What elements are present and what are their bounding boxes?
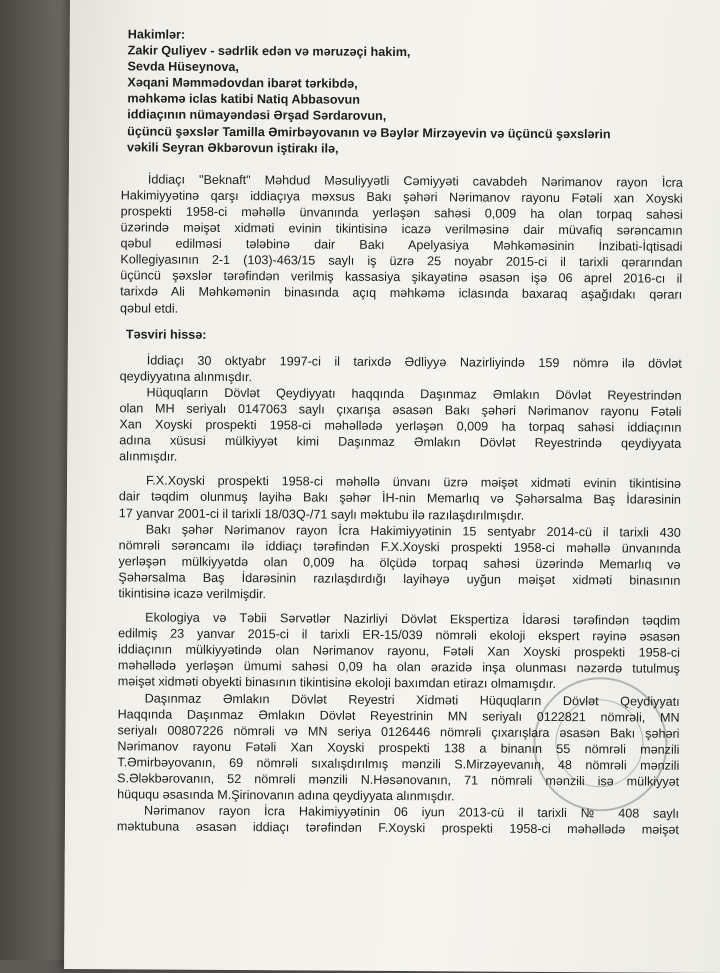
paragraph-line: dair təqdim olunmuş layihə Bakı şəhər İH-nin Memarlıq və Şəhərsalma Baş İdarəsinin (118, 489, 681, 508)
paragraph-line: alınmışdır. (119, 449, 178, 464)
paragraph-line: seriyalı 00807226 nömrəli və MN seriya 0126446 nömrəli çıxarışlara əsasən Bakı şəhəri (117, 723, 680, 741)
header-line: Xəqani Məmmədovdan ibarət tərkibdə, (127, 75, 358, 92)
header-line: üçüncü şəxslər Tamilla Əmirbəyovanın və Bəylər Mirzəyevin və üçüncü şəxslərin (127, 123, 611, 141)
paragraph-3 (119, 473, 681, 525)
header-line: Zakir Quliyev - sədrlik edən və məruzəçi hakim, (127, 43, 411, 60)
paragraph-line: məhəllədə yerləşən ümumi sahəsi 0,09 ha olan ərazidə inşa olunması nəzərdə tutulmuş (117, 658, 680, 677)
paragraph-line: Haqqında Daşınmaz Əmlakın Dövlət Reyestrinin MN seriyalı 0122821 nömrəli, MN (117, 706, 680, 725)
paragraph-2 (119, 384, 681, 468)
paragraph-line: S.Ələkbərovanın, 52 nömrəli mənzili N.Həsənovanın, 71 nömrəli mənzili isə mülkiyyət (117, 771, 680, 789)
paragraph-1 (120, 352, 682, 388)
intro-line: qəbul edilməsi tələbinə dair Bakı Apelyasiya Məhkəməsinin İnzibati-İqtisadi (120, 236, 683, 254)
intro-line: üzərində məişət xidməti evinin tikintisinə icazə verilməsinə dair müvafiq sərəncamın (120, 220, 683, 238)
paragraph-line: edilmiş 23 yanvar 2015-ci il tarixli ER-15/039 nömrəli ekoloji ekspert rəyinə əsasən (118, 626, 681, 644)
paragraph-line: məktubuna əsasən iddiaçı tərəfindən F.Xoyski prospekti 1958-ci məhəllədə məişət (116, 819, 679, 838)
paragraph-line: T.Əmirbəyovanın, 69 nömrəli sıxalışdırılmış mənzili S.Mirzəyevanın, 48 nömrəli mənzili (117, 755, 680, 773)
intro-line: üçüncü şəxslər tərəfindən verilmiş kassasiya şikayətinə əsasən işə 06 aprel 2016-cı il (120, 268, 683, 287)
paragraph-line: Bakı şəhər Nərimanov rayon İcra Hakimiyyətinin 15 sentyabr 2014-cü il tarixli 430 (145, 522, 681, 540)
paragraph-line: Şəhərsalma Baş İdarəsinin razılaşdırdığı layihəyə uyğun məişət xidməti binasının (118, 570, 681, 588)
header-line: Hakimlər: (127, 27, 186, 42)
paragraph-line: olan MH seriyalı 0147063 saylı çıxarışa əsasən Bakı şəhəri Nərimanov rayonu Fətəli (119, 401, 682, 419)
header-line: iddiaçının nümayəndəsi Ərşad Sərdarovun, (127, 107, 387, 124)
paragraph-5 (118, 609, 680, 693)
paragraph-line: qeydiyyatına alınmışdır. (119, 369, 253, 384)
paragraph-line: Ekologiya və Təbii Sərvətlər Nazirliyi Dövlət Ekspertiza İdarəsi tərəfindən təqdim (145, 610, 681, 628)
document-page (64, 0, 720, 973)
header-line: məhkəmə iclas katibi Natiq Abbasovun (127, 91, 360, 108)
intro-line: İddiaçı "Beknaft" Məhdud Məsuliyyətli Cəmiyyəti cavabdeh Nərimanov rayon İcra (147, 172, 683, 190)
paragraph-line: yerləşən mülkiyyətdə olan 0,009 ha ölçüdə torpaq sahəsi üzərində Memarlıq və (118, 554, 681, 572)
paragraph-line: iddiaçının mülkiyyətində olan Nərimanov rayonu, Fətəli Xan Xoyski prospekti 1958-ci (117, 642, 681, 661)
paragraph-line: hüququ əsasında M.Şirinovanın adına qeydiyyata alınmışdır. (117, 787, 455, 804)
paragraph-line: adına xüsusi mülkiyyət kimi Daşınmaz Əmlakın Dövlət Reyestrində qeydiyyata (119, 433, 682, 451)
intro-line: Kollegiyasının 2-1 (103)-463/15 saylı iş üzrə 25 noyabr 2015-ci il tarixli qərarından (120, 252, 683, 270)
paragraph-7 (117, 803, 679, 839)
paragraph-line: Daşınmaz Əmlakın Dövlət Reyestri Xidməti Hüquqların Dövlət Qeydiyyatı (144, 691, 680, 709)
intro-line: tarixdə Ali Məhkəmənin binasında açıq məhkəmə iclasında baxaraq aşağıdakı qərarı (120, 284, 683, 303)
paragraph-line: tikintisinə icazə verilmişdir. (118, 586, 267, 602)
paragraph-4 (118, 521, 680, 605)
intro-line: qəbul etdi. (120, 300, 179, 316)
paragraph-line: Nərimanov rayonu Fətəli Xan Xoyski prospekti 138 a binanın 55 nömrəli mənzili (117, 739, 680, 757)
paragraph-line: Xan Xoyski prospekti 1958-ci məhəllədə yerləşən 0,009 ha torpaq sahəsi iddiaçının (119, 417, 682, 435)
intro-paragraph (120, 171, 683, 319)
intro-line: Hakimiyyətinə qarşı iddiaçıya məxsus Bakı şəhəri Nərimanov rayonu Fətəli xan Xoyski (120, 188, 683, 206)
header-line: Sevda Hüseynova, (127, 59, 239, 75)
paragraph-line: nömrəli sərəncamı ilə iddiaçı tərəfindən F.X.Xoyski prospekti 1958-ci məhəllə ünvanında (118, 538, 681, 556)
paragraph-line: 17 yanvar 2001-ci il tarixli 18/03Q-/71 saylı məktubu ilə razılaşdırılmışdır. (118, 505, 525, 523)
panel-composition (121, 26, 684, 158)
paragraph-line: Nərimanov rayon İcra Hakimiyyətinin 06 iyun 2013-cü il tarixli № 408 saylı (143, 803, 680, 821)
paragraph-line: F.X.Xoyski prospekti 1958-ci məhəllə ünvanı üzrə məişət xidməti evinin tikintisinə (145, 473, 682, 492)
paragraph-line: məişət xidməti obyekti binasının tikintisinə ekoloji baxımdan etirazı olmamışdır. (117, 674, 557, 692)
section-title: Təsviri hissə: (125, 326, 207, 342)
paragraph-line: İddiaçı 30 oktyabr 1997-ci il tarixdə Ədliyyə Nazirliyində 159 nömrə ilə dövlət (146, 353, 682, 371)
paragraph-line: Hüquqların Dövlət Qeydiyyatı haqqında Daşınmaz Əmlakın Dövlət Reyestrindən (146, 385, 682, 403)
intro-line: prospekti 1958-ci məhəllə ünvanında yerləşən sahəsi 0,009 ha olan torpaq sahəsi (120, 204, 683, 222)
header-line: vəkili Seyran Əkbərovun iştirakı ilə, (127, 140, 339, 156)
document-body (117, 26, 684, 838)
paragraph-6 (117, 690, 680, 806)
